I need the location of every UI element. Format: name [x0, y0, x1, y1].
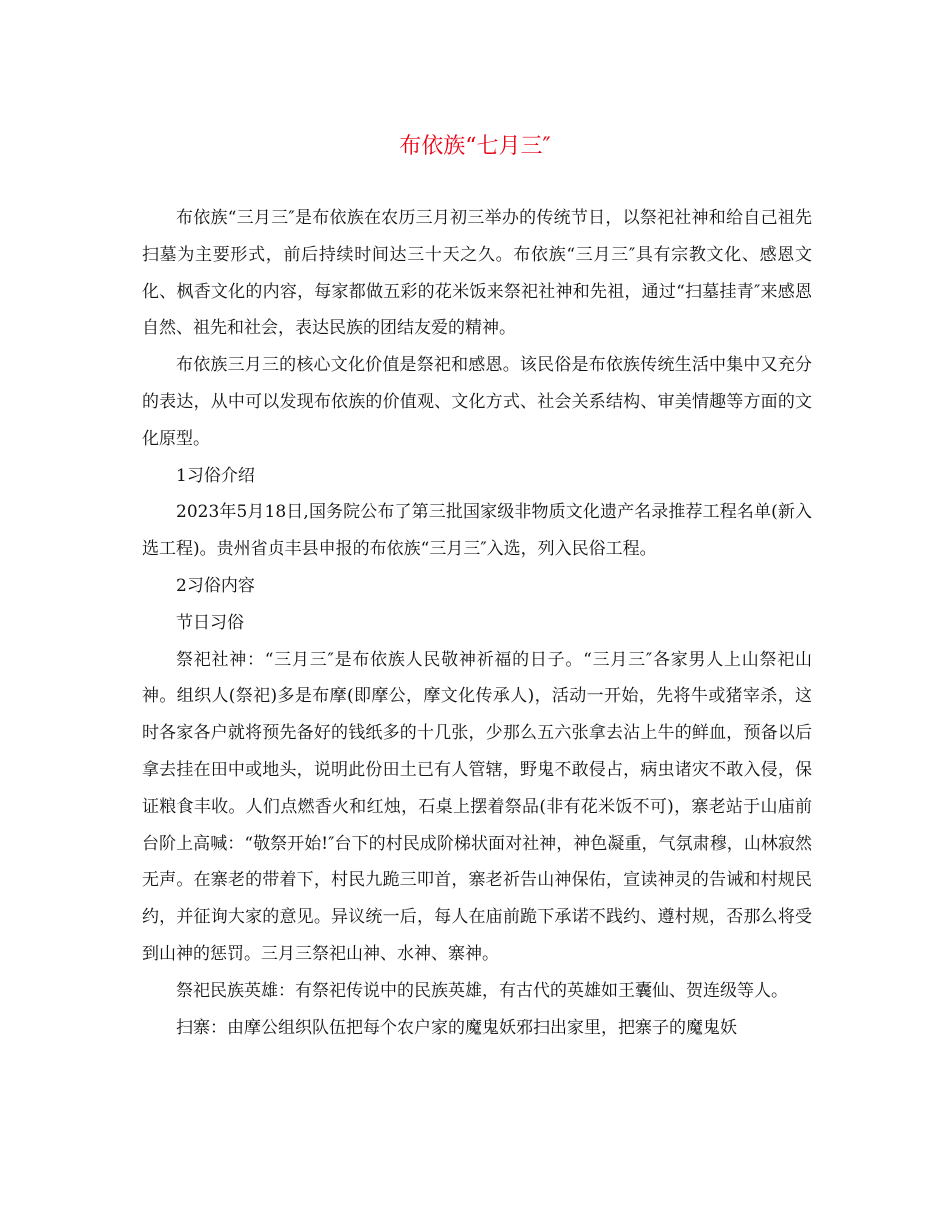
paragraph-intro: 布依族“三月三″是布依族在农历三月初三举办的传统节日，以祭祀社神和给自己祖先扫墓为主要形式，前后持续时间达三十天之久。布依族“三月三″具有宗教文化、感恩文化、枫香文化的内容，每家都做五彩的花米饭来祭祀社神和先祖，通过“扫墓挂青″来感恩自然、祖先和社会，表达民族的团结友爱的精神。 [142, 208, 812, 339]
paragraph-worship-heroes: 祭祀民族英雄：有祭祀传说中的民族英雄，有古代的英雄如王囊仙、贺连级等人。 [176, 980, 788, 1001]
subsection-heading-festival-customs: 节日习俗 [176, 612, 244, 633]
section-heading-introduction: 1习俗介绍 [176, 465, 255, 486]
document-title: 布依族“七月三″ [399, 134, 551, 159]
document-body [142, 200, 812, 1046]
paragraph-core-value: 布依族三月三的核心文化价值是祭祀和感恩。该民俗是布依族传统生活中集中又充分的表达，从中可以发现布依族的价值观、文化方式、社会关系结构、审美情趣等方面的文化原型。 [142, 355, 812, 449]
paragraph-sweep-village: 扫寨：由摩公组织队伍把每个农户家的魔鬼妖邪扫出家里，把寨子的魔鬼妖 [176, 1017, 737, 1038]
paragraph-heritage-listing: 2023年5月18日,国务院公布了第三批国家级非物质文化遗产名录推荐工程名单(新入选工程)。贵州省贞丰县申报的布依族“三月三″入选，列入民俗工程。 [142, 502, 812, 560]
section-heading-content: 2习俗内容 [176, 575, 255, 596]
paragraph-worship-she-god: 祭祀社神：“三月三″是布依族人民敬神祈福的日子。“三月三″各家男人上山祭祀山神。组织人(祭祀)多是布摩(即摩公，摩文化传承人)，活动一开始，先将牛或猪宰杀，这时各家各户就将预先备好的钱纸多的十几张，少那么五六张拿去沾上牛的鲜血，预备以后拿去挂在田中或地头，说明此份田土已有人管辖，野鬼不敢侵占，病虫诸灾不敢入侵，保证粮食丰收。人们点燃香火和红烛，石桌上摆着祭品(非有花米饭不可)，寨老站于山庙前台阶上高喊：“敬祭开始!″台下的村民成阶梯状面对社神，神色凝重，气氛肃穆，山林寂然无声。在寨老的带着下，村民九跪三叩首，寨老祈告山神保佑，宣读神灵的告诫和村规民约，并征询大家的意见。异议统一后，每人在庙前跪下承诺不践约、遵村规，否那么将受到山神的惩罚。三月三祭祀山神、水神、寨神。 [142, 649, 812, 964]
